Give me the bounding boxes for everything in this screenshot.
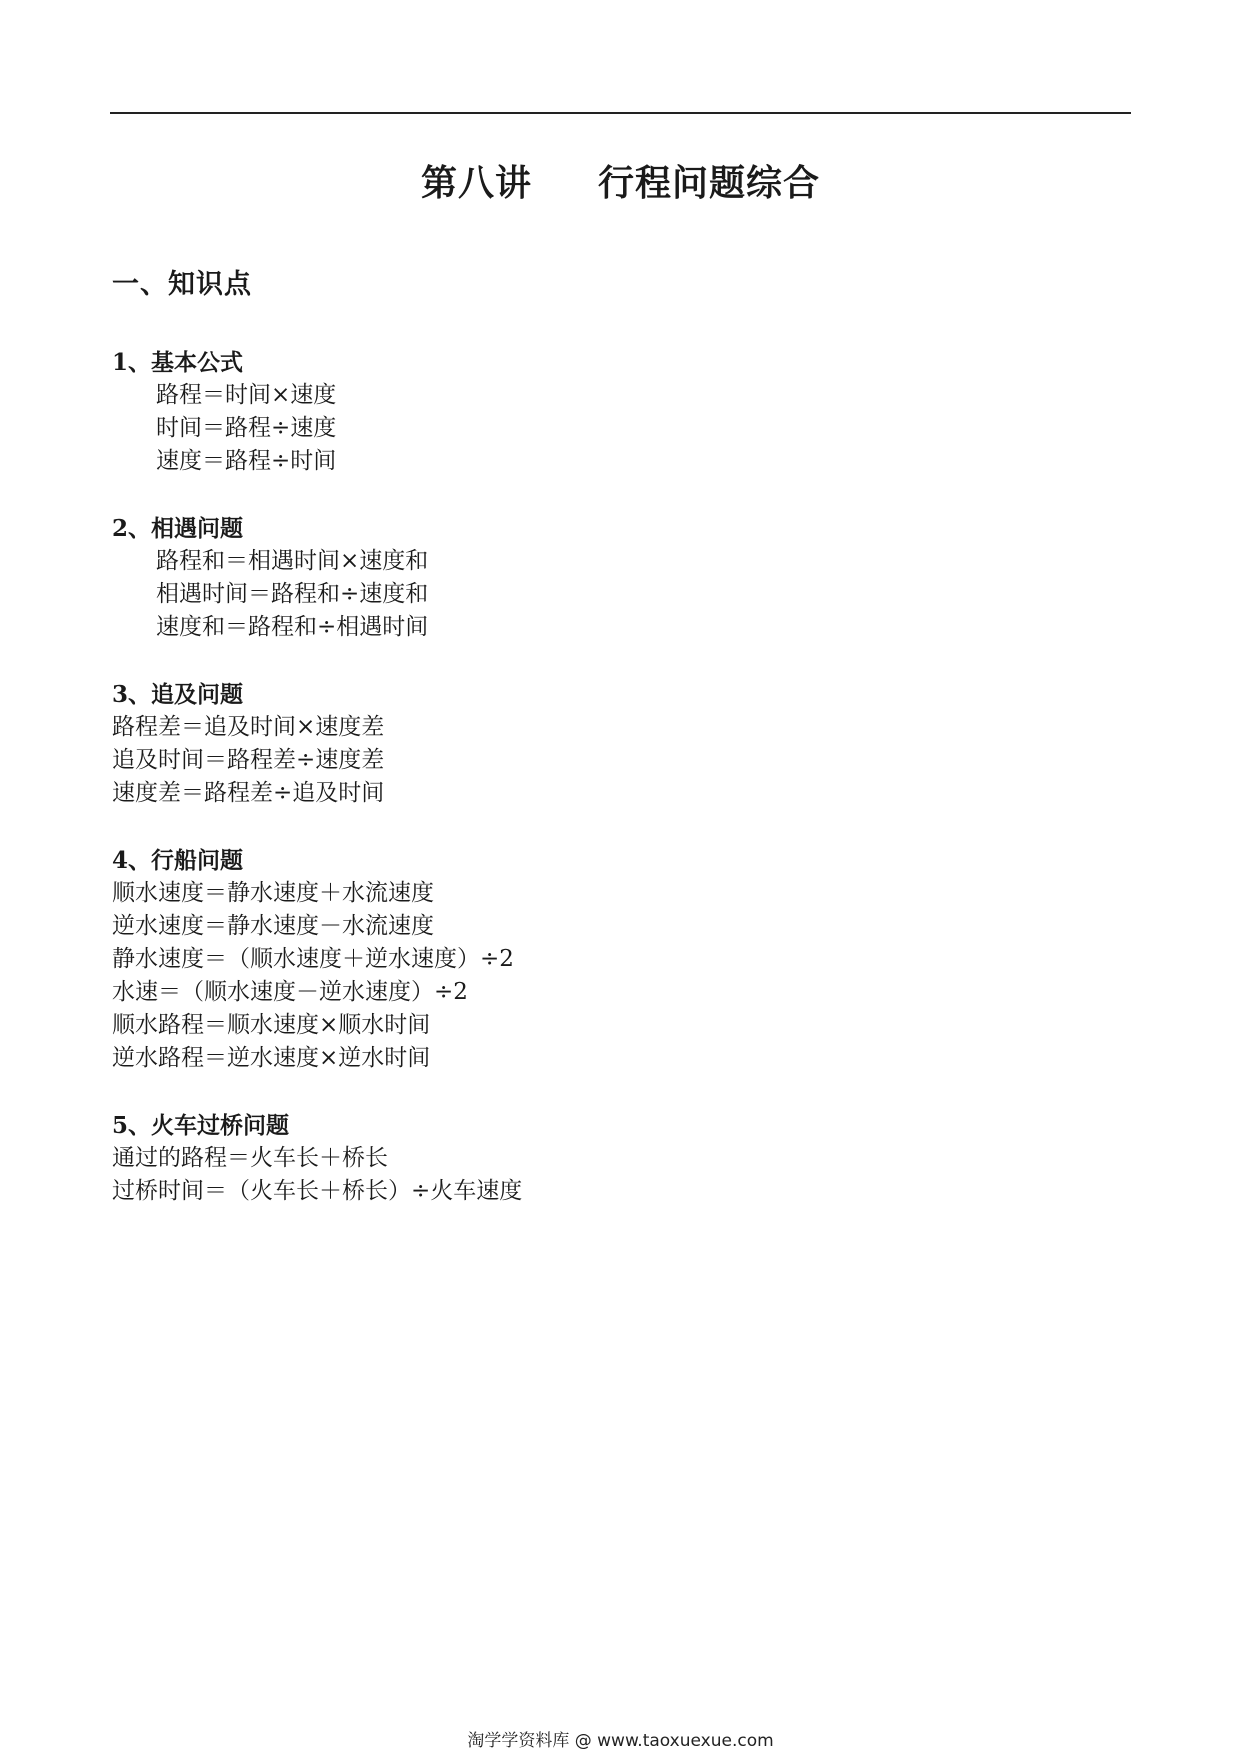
- formula-line: 追及时间＝路程差÷速度差: [112, 747, 385, 773]
- section-chase-problems: [112, 678, 1012, 810]
- formula-line: 顺水速度＝静水速度＋水流速度: [112, 880, 434, 906]
- section-meeting-problems: [112, 512, 1012, 644]
- formula-line: 速度＝路程÷时间: [156, 448, 337, 474]
- formula-line: 时间＝路程÷速度: [156, 415, 337, 441]
- formula-line: 速度和＝路程和÷相遇时间: [156, 614, 429, 640]
- section-basic-formulas: [112, 346, 1012, 478]
- formula-line: 静水速度＝（顺水速度＋逆水速度）÷2: [112, 946, 514, 972]
- formula-line: 水速＝（顺水速度－逆水速度）÷2: [112, 979, 468, 1005]
- section-title: 4、行船问题: [112, 847, 244, 874]
- top-rule: [110, 112, 1131, 114]
- section-title: 5、火车过桥问题: [112, 1112, 290, 1139]
- formula-line: 路程和＝相遇时间×速度和: [156, 548, 429, 574]
- section-train-bridge-problems: [112, 1109, 1012, 1208]
- formula-line: 顺水路程＝顺水速度×顺水时间: [112, 1012, 431, 1038]
- formula-line: 逆水路程＝逆水速度×逆水时间: [112, 1045, 431, 1071]
- formula-line: 过桥时间＝（火车长＋桥长）÷火车速度: [112, 1178, 523, 1204]
- formula-line: 路程＝时间×速度: [156, 382, 337, 408]
- page-title: [0, 155, 1241, 206]
- formula-line: 速度差＝路程差÷追及时间: [112, 780, 385, 806]
- title-topic: 行程问题综合: [598, 162, 821, 204]
- formula-line: 通过的路程＝火车长＋桥长: [112, 1145, 388, 1171]
- footer-watermark: 淘学学资料库 @ www.taoxuexue.com: [467, 1731, 774, 1751]
- formula-line: 相遇时间＝路程和÷速度和: [156, 581, 429, 607]
- section-title: 2、相遇问题: [112, 515, 244, 542]
- section-title: 1、基本公式: [112, 349, 244, 376]
- knowledge-content: [112, 346, 1012, 1242]
- formula-line: 逆水速度＝静水速度－水流速度: [112, 913, 434, 939]
- section-heading: 一、知识点: [112, 269, 252, 300]
- section-boat-problems: [112, 844, 1012, 1075]
- title-lecture: 第八讲: [420, 162, 532, 204]
- section-title: 3、追及问题: [112, 681, 244, 708]
- formula-line: 路程差＝追及时间×速度差: [112, 714, 385, 740]
